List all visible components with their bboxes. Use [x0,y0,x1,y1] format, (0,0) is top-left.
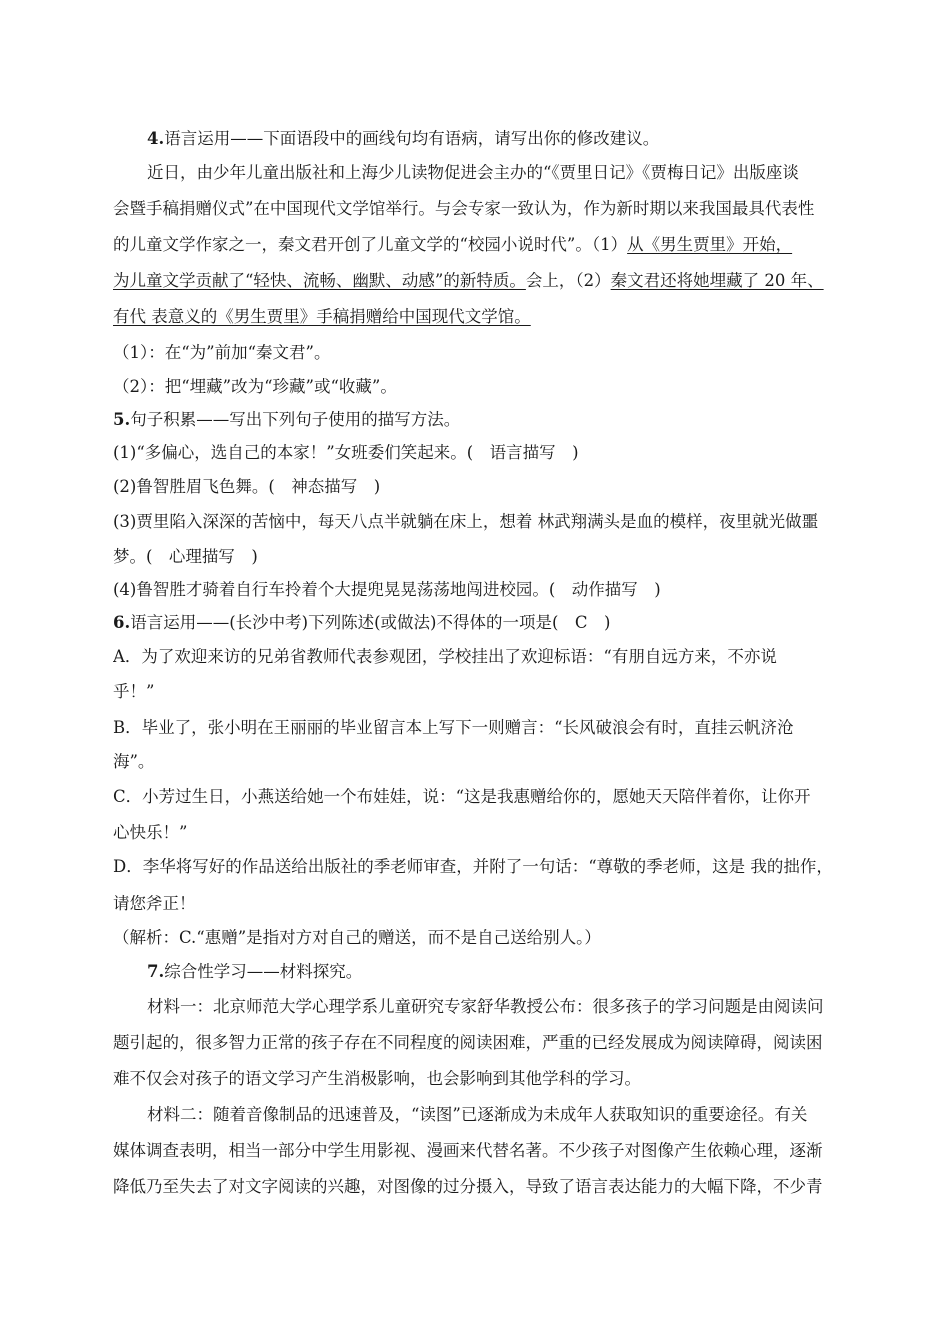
underlined-sentence-2: 有代 表意义的《男生贾里》手稿捐赠给中国现代文学馆。 [113,307,531,326]
answer-line: （1）：在“为”前加“秦文君”。 [113,343,331,362]
question-7-heading: 7.综合性学习——材料探究。 [147,962,363,981]
option-c: C．小芳过生日，小燕送给她一个布娃娃，说：“这是我惠赠给你的，愿她天天陪伴着你，让你开 [113,787,811,806]
answer-line: 梦。( 心理描写 ) [113,547,258,566]
option-d: D．李华将写好的作品送给出版社的季老师审查，并附了一句话：“尊敬的季老师，这是 我的拙作， [113,857,833,876]
question-number: 4. [147,129,165,148]
option-b: 海”。 [113,752,155,771]
paragraph-line: 会暨手稿捐赠仪式”在中国现代文学馆举行。与会专家一致认为，作为新时期以来我国最具代表性 [113,199,815,218]
material-line: 题引起的，很多智力正常的孩子存在不同程度的阅读困难，严重的已经发展成为阅读障碍，阅读困 [113,1033,823,1052]
option-b: B．毕业了，张小明在王丽丽的毕业留言本上写下一则赠言：“长风破浪会有时，直挂云帆济沧 [113,718,794,737]
material-line: 材料一：北京师范大学心理学系儿童研究专家舒华教授公布：很多孩子的学习问题是由阅读问 [147,997,824,1016]
answer-line: (1)“多偏心，选自己的本家！”女班委们笑起来。( 语言描写 ) [113,443,579,462]
answer-line: （2）：把“埋藏”改为“珍藏”或“收藏”。 [113,377,397,396]
paragraph-line: 为儿童文学贡献了“轻快、流畅、幽默、动感”的新特质。会上，（2）秦文君还将她埋藏了 20 年、 [113,271,824,290]
paragraph-line [113,307,853,327]
option-d: 请您斧正！ [113,894,196,913]
answer-line: (2)鲁智胜眉飞色舞。( 神态描写 ) [113,477,381,496]
option-a: 乎！” [113,682,155,701]
question-number: 5. [113,410,131,429]
question-number: 7. [147,962,165,981]
paragraph-line: 近日，由少年儿童出版社和上海少儿读物促进会主办的“《贾里日记》《贾梅日记》出版座谈 [147,163,799,182]
question-4-heading: 4.语言运用——下面语段中的画线句均有语病，请写出你的修改建议。 [147,129,660,148]
material-line: 材料二：随着音像制品的迅速普及，“读图”已逐渐成为未成年人获取知识的重要途径。有关 [147,1105,808,1124]
answer-line: (3)贾里陷入深深的苦恼中，每天八点半就躺在床上，想着 林武翔满头是血的模样，夜里就光做噩 [113,512,819,531]
paragraph-line: 的儿童文学作家之一，秦文君开创了儿童文学的“校园小说时代”。（1）从《男生贾里》开始， [113,235,793,254]
answer-line: (4)鲁智胜才骑着自行车拎着个大提兜晃晃荡荡地闯进校园。( 动作描写 ) [113,580,661,599]
material-line: 降低乃至失去了对文字阅读的兴趣，对图像的过分摄入，导致了语言表达能力的大幅下降，不少青 [113,1177,823,1196]
underlined-sentence-1: 从《男生贾里》开始， [627,235,793,254]
question-5-heading: 5.句子积累——写出下列句子使用的描写方法。 [113,410,461,429]
option-c: 心快乐！” [113,823,188,842]
question-6-heading: 6.语言运用——(长沙中考)下列陈述(或做法)不得体的一项是( C ) [113,613,611,632]
material-line: 媒体调查表明，相当一部分中学生用影视、漫画来代替名著。不少孩子对图像产生依赖心理，逐渐 [113,1141,823,1160]
analysis-line: （解析：C.“惠赠”是指对方对自己的赠送，而不是自己送给别人。） [113,928,601,947]
underlined-sentence-2: 秦文君还将她埋藏了 20 年、 [610,271,824,290]
underlined-sentence-1: 为儿童文学贡献了“轻快、流畅、幽默、动感”的新特质。 [113,271,526,290]
question-number: 6. [113,613,131,632]
option-a: A．为了欢迎来访的兄弟省教师代表参观团，学校挂出了欢迎标语：“有朋自远方来，不亦说 [113,647,777,666]
material-line: 难不仅会对孩子的语文学习产生消极影响，也会影响到其他学科的学习。 [113,1069,641,1088]
